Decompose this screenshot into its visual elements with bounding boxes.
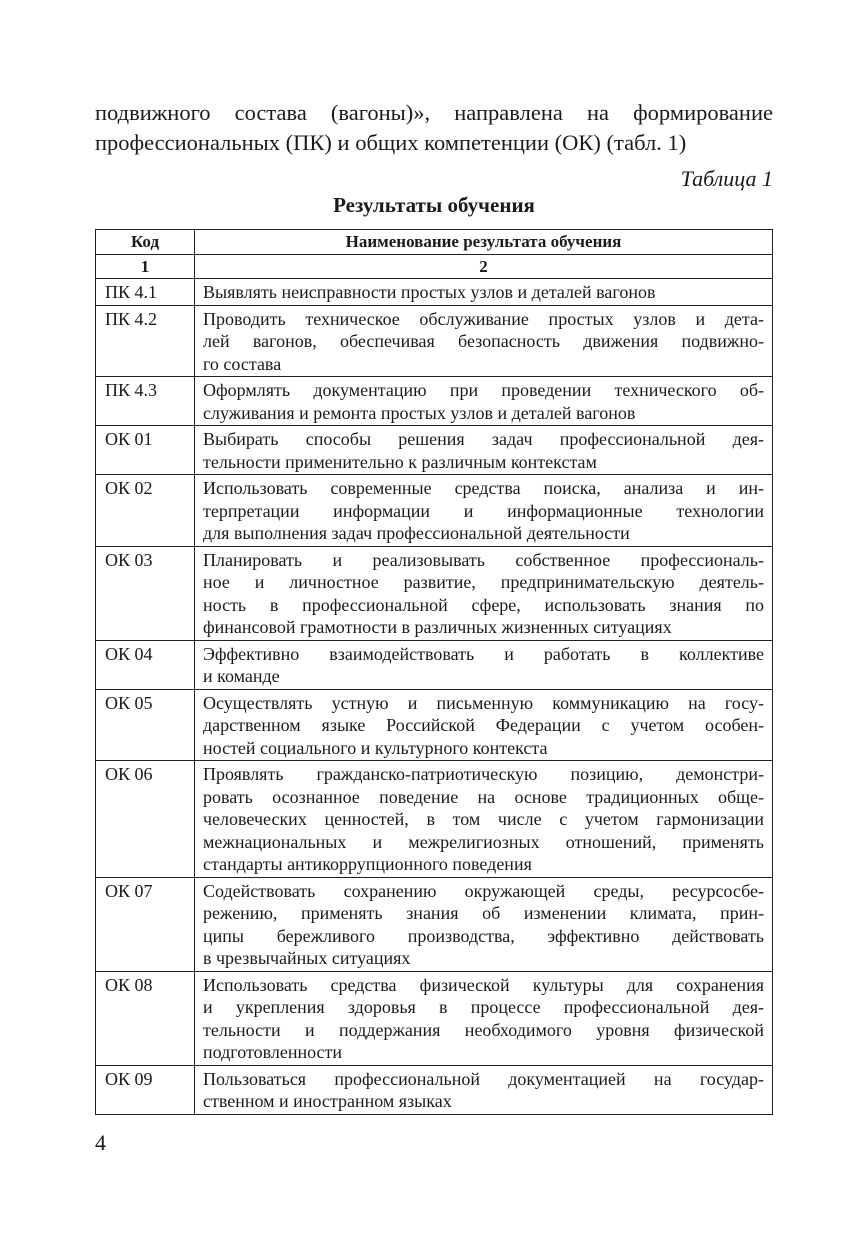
table-row — [96, 971, 773, 1065]
row-description — [195, 640, 773, 689]
intro-line: подвижного состава (вагоны)», направлена на формирование — [95, 100, 773, 125]
table-row — [96, 1065, 773, 1114]
row-code: ОК 01 — [96, 426, 195, 475]
table-row — [96, 689, 773, 761]
description-line: дарственном языке Российской Федерации с учетом особен- — [203, 715, 764, 735]
row-code: ОК 02 — [96, 475, 195, 547]
table-row — [96, 377, 773, 426]
description-line: и укрепления здоровья в процессе профессиональной дея- — [203, 997, 764, 1017]
description-line: Оформлять документацию при проведении технического об- — [203, 380, 764, 400]
description-line: Содействовать сохранению окружающей среды, ресурсосбе- — [203, 880, 764, 901]
row-code: ПК 4.3 — [96, 377, 195, 426]
intro-paragraph — [95, 98, 773, 158]
description-line: Планировать и реализовывать собственное профессиональ- — [203, 549, 764, 570]
table-header-row — [96, 230, 773, 255]
row-description — [195, 305, 773, 377]
row-description — [195, 971, 773, 1065]
row-code: ОК 09 — [96, 1065, 195, 1114]
row-description — [195, 546, 773, 640]
row-code: ПК 4.2 — [96, 305, 195, 377]
description-line: подготовленности — [203, 1042, 343, 1062]
column-number-row — [96, 254, 773, 279]
description-line: Проводить техническое обслуживание простых узлов и дета- — [203, 308, 764, 329]
description-line: Пользоваться профессиональной документацией на государ- — [203, 1068, 764, 1089]
row-description — [195, 475, 773, 547]
column-number: 2 — [195, 254, 773, 279]
table-row — [96, 546, 773, 640]
header-code: Код — [96, 230, 195, 255]
table-title: Результаты обучения — [333, 193, 535, 217]
description-line: Осуществлять устную и письменную коммуникацию на госу- — [203, 692, 764, 713]
description-line: Выбирать способы решения задач профессиональной дея- — [203, 429, 764, 449]
description-line: терпретации информации и информационные технологии — [203, 500, 764, 521]
row-code: ОК 06 — [96, 761, 195, 878]
description-line: стандарты антикоррупционного поведения — [203, 854, 532, 874]
page-number: 4 — [95, 1130, 106, 1155]
description-line: Использовать средства физической культуры для сохранения — [203, 974, 764, 995]
description-line: человеческих ценностей, в том числе с учетом гармонизации — [203, 809, 764, 829]
description-line: ное и личностное развитие, предпринимательскую деятель- — [203, 572, 764, 592]
row-description — [195, 377, 773, 426]
row-code: ОК 04 — [96, 640, 195, 689]
description-line: тельности и поддержания необходимого уровня физической — [203, 1019, 764, 1040]
row-description — [195, 761, 773, 878]
description-line: для выполнения задач профессиональной деятельности — [203, 523, 630, 543]
row-description — [195, 689, 773, 761]
row-code: ОК 05 — [96, 689, 195, 761]
description-line: режению, применять знания об изменении климата, прин- — [203, 903, 764, 923]
intro-line: профессиональных (ПК) и общих компетенции (ОК) (табл. 1) — [95, 130, 687, 155]
table-row — [96, 640, 773, 689]
description-line: ностей социального и культурного контекста — [203, 737, 548, 758]
description-line: ципы бережливого производства, эффективно действовать — [203, 925, 764, 946]
description-line: Эффективно взаимодействовать и работать в коллективе — [203, 643, 764, 664]
description-line: межнациональных и межрелигиозных отношений, применять — [203, 831, 764, 852]
description-line: Проявлять гражданско-патриотическую позицию, демонстри- — [203, 764, 764, 784]
column-number: 1 — [96, 254, 195, 279]
description-line: в чрезвычайных ситуациях — [203, 948, 411, 968]
description-line: лей вагонов, обеспечивая безопасность движения подвижно- — [203, 331, 764, 351]
row-description — [195, 877, 773, 971]
row-code: ОК 03 — [96, 546, 195, 640]
row-code: ПК 4.1 — [96, 279, 195, 306]
table-row — [96, 761, 773, 878]
description-line: ственном и иностранном языках — [203, 1091, 452, 1111]
description-line: Использовать современные средства поиска, анализа и ин- — [203, 478, 764, 498]
row-code: ОК 08 — [96, 971, 195, 1065]
table-row — [96, 426, 773, 475]
row-description — [195, 426, 773, 475]
description-line: ровать осознанное поведение на основе традиционных обще- — [203, 786, 764, 807]
header-name: Наименование результата обучения — [195, 230, 773, 255]
description-line: Выявлять неисправности простых узлов и деталей вагонов — [203, 282, 656, 302]
description-line: и команде — [203, 666, 280, 686]
learning-results-table — [95, 229, 773, 1115]
table-number: Таблица 1 — [680, 166, 773, 191]
row-description — [195, 1065, 773, 1114]
table-row — [96, 475, 773, 547]
row-description — [195, 279, 773, 306]
table-row — [96, 305, 773, 377]
description-line: финансовой грамотности в различных жизненных ситуациях — [203, 617, 672, 637]
description-line: тельности применительно к различным контекстам — [203, 451, 597, 472]
description-line: ность в профессиональной сфере, использовать знания по — [203, 594, 764, 615]
description-line: го состава — [203, 353, 282, 374]
row-code: ОК 07 — [96, 877, 195, 971]
table-row — [96, 279, 773, 306]
table-row — [96, 877, 773, 971]
description-line: служивания и ремонта простых узлов и деталей вагонов — [203, 402, 636, 423]
